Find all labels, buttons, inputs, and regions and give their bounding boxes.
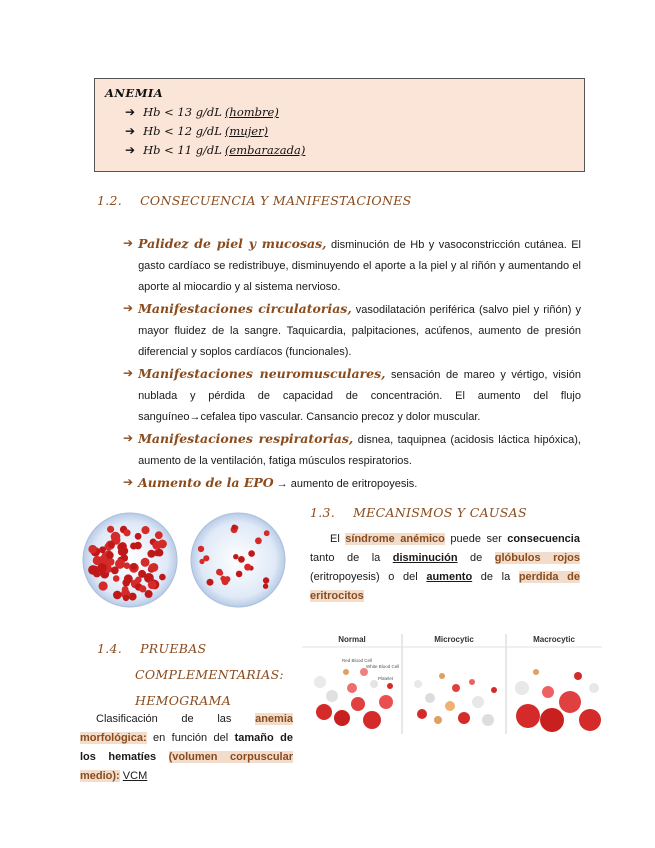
red-blood-cell [156, 549, 164, 557]
red-blood-cell [264, 530, 270, 536]
red-blood-cell [113, 591, 122, 600]
red-blood-cell [107, 558, 115, 566]
section-number: 1.3. [310, 505, 336, 520]
arrow-right-icon: ➔ [125, 105, 136, 119]
red-blood-cell [145, 590, 153, 598]
arrow-right-icon: ➔ [125, 143, 136, 157]
red-blood-cell [124, 562, 131, 569]
text: puede ser [444, 533, 508, 545]
label-red-blood-cell: Red Blood Cell [342, 658, 373, 663]
arrow-right-icon: ➔ [123, 475, 134, 489]
red-blood-cell [248, 550, 255, 557]
red-blood-cell [113, 575, 120, 582]
highlight-globulos: glóbulos rojos [494, 552, 580, 564]
red-blood-cell [99, 581, 108, 590]
red-blood-cell [207, 579, 214, 586]
red-blood-cell [218, 571, 223, 576]
criterion-pregnant [125, 143, 574, 157]
section-title-line1: PRUEBAS [140, 641, 207, 656]
criterion-value: Hb < 11 g/dL [143, 143, 222, 157]
section-title-line3: HEMOGRAMA [135, 693, 232, 708]
red-blood-cell [122, 579, 130, 587]
text: en función del [146, 732, 235, 744]
criterion-value: Hb < 12 g/dL [143, 124, 222, 138]
red-blood-cell [117, 543, 126, 552]
section-number: 1.2. [97, 193, 123, 208]
red-blood-cell [130, 563, 137, 570]
highlight-sindrome: síndrome anémico [345, 533, 445, 545]
red-blood-cell [92, 567, 100, 575]
bold-consecuencia: consecuencia [507, 533, 580, 545]
normal-smear-image [83, 513, 177, 607]
bold-aumento: aumento [426, 571, 473, 583]
criterion-group: (mujer) [224, 124, 269, 138]
section-number: 1.4. [97, 641, 123, 656]
item-text: vasodilatación periférica (salvo piel y riñón) y mayor fluidez de la sangre. Taquicardia, palpitaciones, acúfenos, aumento de presión diferencial y soplos cardíacos (funcionales). [138, 304, 581, 358]
red-blood-cell [152, 541, 161, 550]
red-blood-cell [148, 581, 157, 590]
red-blood-cell [107, 526, 114, 533]
highlight-vcm-long: (volumen corpuscular medio): [80, 751, 293, 782]
red-blood-cell [244, 564, 251, 571]
item-text: disminución de Hb y vasoconstricción cutánea. El gasto cardíaco se redistribuye, disminuyendo el aporte a la piel y al riñón y aumentando el aporte al miocardio y al sistema nervioso. [138, 239, 582, 293]
list-item [123, 472, 581, 495]
criterion-group: (hombre) [224, 105, 279, 119]
anemic-smear-image [191, 513, 285, 607]
blood-smear-illustration [80, 510, 295, 610]
red-blood-cell [232, 525, 237, 530]
red-blood-cell [106, 552, 114, 560]
item-keyword: Manifestaciones respiratorias, [138, 431, 354, 446]
item-text: sensación de mareo y vértigo, visión nublada y pérdida de capacidad de concentración. El aumento del flujo sanguíneo→cefalea tipo vascular. Cansancio precoz y dolor muscular. [138, 369, 581, 423]
red-blood-cell [263, 584, 268, 589]
item-text: disnea, taquipnea (acidosis láctica hipóxica), aumento de la ventilación, fatiga músculos respiratorios. [138, 434, 581, 467]
text: tanto de la [310, 552, 393, 564]
red-blood-cell [135, 533, 142, 540]
text: Clasificación de las [96, 713, 256, 725]
arrow-right-icon: ➔ [123, 431, 134, 445]
bold-disminucion: disminución [392, 552, 458, 564]
label-white-blood-cell: White Blood Cell [366, 664, 400, 669]
causes-paragraph [310, 530, 580, 606]
criterion-men [125, 105, 574, 119]
red-blood-cell [108, 541, 115, 548]
vcm-link: VCM [122, 770, 148, 782]
red-blood-cell [88, 545, 97, 554]
red-blood-cell [233, 554, 238, 559]
highlight-anemia-morfologica: anemia morfológica: [80, 713, 293, 744]
anemia-definition-box [94, 78, 585, 172]
text [156, 751, 169, 763]
red-blood-cell [198, 546, 204, 552]
arrow-right-icon: ➔ [123, 301, 134, 315]
red-blood-cell [220, 576, 226, 582]
highlight-perdida: perdida de eritrocitos [310, 571, 580, 602]
red-blood-cell [263, 577, 269, 583]
red-blood-cell [255, 537, 262, 544]
red-blood-cell [238, 556, 245, 563]
red-blood-cell [149, 564, 157, 572]
panel-header-normal: Normal [338, 635, 366, 644]
item-keyword: Aumento de la EPO [138, 475, 274, 490]
red-blood-cell [199, 559, 204, 564]
arrow-right-icon: ➔ [125, 124, 136, 138]
criterion-value: Hb < 13 g/dL [143, 105, 222, 119]
arrow-right-icon: ➔ [123, 236, 134, 250]
red-blood-cell [155, 531, 163, 539]
item-keyword: Palidez de piel y mucosas, [138, 236, 327, 251]
red-cell-size-panel [302, 632, 602, 736]
classification-paragraph [80, 710, 293, 786]
section-title-line2: COMPLEMENTARIAS: [135, 667, 284, 682]
text: (eritropoyesis) o del [310, 571, 427, 583]
red-blood-cell [141, 558, 150, 567]
red-blood-cell [236, 571, 243, 578]
section-heading-1-3 [310, 505, 527, 520]
criterion-women [125, 124, 574, 138]
item-keyword: Manifestaciones neuromusculares, [138, 366, 386, 381]
section-heading-1-4 [97, 636, 284, 714]
panel-header-microcytic: Microcytic [434, 635, 474, 644]
red-blood-cell [122, 586, 129, 593]
red-blood-cell [139, 585, 146, 592]
red-blood-cell [111, 567, 119, 575]
bold-tamano: tamaño de los hematíes [80, 732, 293, 763]
manifestations-list [123, 233, 581, 495]
text: El [330, 533, 346, 545]
red-blood-cell [159, 574, 166, 581]
anemia-title: ANEMIA [105, 86, 164, 100]
criterion-group: (embarazada) [224, 143, 306, 157]
text: de la [472, 571, 519, 583]
red-blood-cell [141, 526, 149, 534]
section-title: MECANISMOS Y CAUSAS [353, 505, 527, 520]
red-blood-cell [135, 577, 142, 584]
list-item [123, 363, 581, 428]
red-blood-cell [123, 595, 129, 601]
panel-header-macrocytic: Macrocytic [533, 635, 575, 644]
red-blood-cell [123, 529, 130, 536]
text: de [457, 552, 495, 564]
item-keyword: Manifestaciones circulatorias, [138, 301, 352, 316]
list-item [123, 233, 581, 298]
list-item [123, 298, 581, 363]
red-blood-cell [99, 546, 106, 553]
label-platelet: Platelet [378, 676, 394, 681]
list-item [123, 428, 581, 472]
section-heading-1-2 [97, 193, 412, 208]
section-title: CONSECUENCIA Y MANIFESTACIONES [140, 193, 412, 208]
arrow-right-icon: ➔ [123, 366, 134, 380]
red-blood-cell [134, 542, 142, 550]
item-text: → aumento de eritropoyesis. [273, 478, 418, 490]
